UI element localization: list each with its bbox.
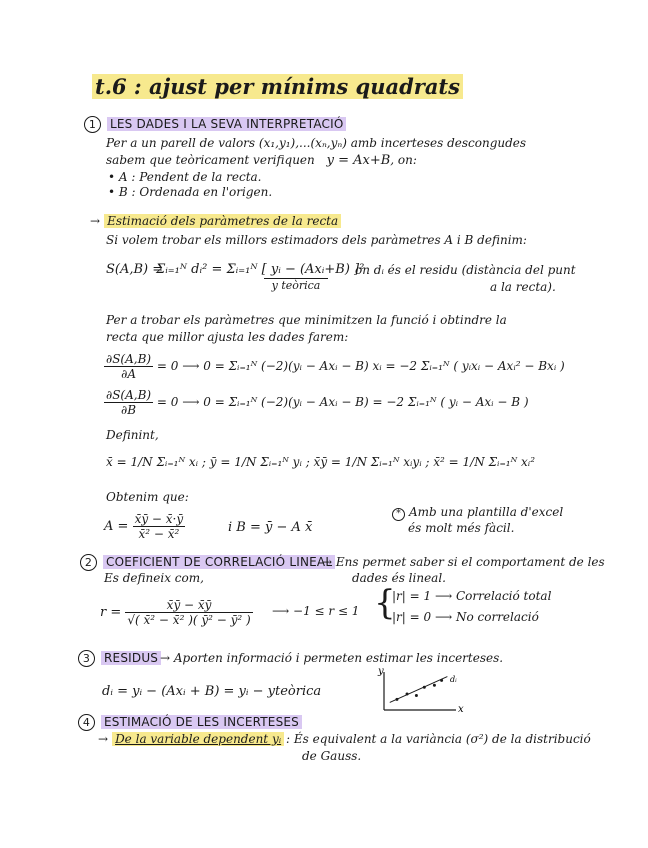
estimator-a (104, 512, 185, 541)
page-title-text: t.6 : ajust per mínims quadrats (92, 74, 463, 99)
s-function-rhs: Σᵢ₌₁ᴺ dᵢ² = Σᵢ₌₁ᴺ [ yᵢ − (Axᵢ+B) ]² (156, 262, 365, 277)
section2-number: 2 (80, 554, 97, 571)
minimize-line-1: Per a trobar els paràmetres que minimitzen la funció i obtindre la (106, 313, 507, 327)
derivative-a (104, 352, 565, 381)
derivative-a-fraction (104, 352, 153, 381)
graph-point (433, 684, 436, 687)
estimation-arrow: → (90, 214, 101, 228)
graph-d-label: dᵢ (450, 675, 457, 684)
section4-text2: de Gauss. (302, 749, 362, 763)
section1-line2 (106, 153, 417, 168)
section2-title: COEFICIENT DE CORRELACIÓ LINEAL (103, 555, 335, 569)
derivative-b-equation: = 0 ⟶ 0 = Σᵢ₌₁ᴺ (−2)(yᵢ − Axᵢ − B) = −2 Σᵢ₌₁ᴺ ( yᵢ − Axᵢ − B ) (156, 395, 529, 409)
section4-sub-title: De la variable dependent yᵢ (112, 732, 284, 746)
derivative-a-denominator: ∂A (121, 367, 136, 381)
section1-title: LES DADES I LA SEVA INTERPRETACIÓ (107, 117, 346, 131)
section1-heading (84, 116, 346, 133)
s-function-underbrace (264, 278, 328, 292)
section1-line-equation: y = Ax+B (326, 153, 391, 168)
derivative-b-fraction (104, 388, 153, 417)
derivative-b-denominator: ∂B (121, 403, 137, 417)
section1-line1: Per a un parell de valors (x₁,y₁),...(xₙ,yₙ) amb incerteses descongudes (106, 136, 527, 150)
section2-arrow-text: → Ens permet saber si el comportament de les (322, 555, 605, 569)
residual-equation: dᵢ = yᵢ − (Axᵢ + B) = yᵢ − yteòrica (102, 684, 322, 699)
residual-note-2: a la recta). (490, 280, 556, 294)
excel-note-line2: és molt més fàcil. (408, 521, 515, 535)
graph-point (440, 679, 443, 682)
s-function-lhs: S(A,B) = (106, 262, 164, 277)
correlation-lhs: r = (100, 605, 122, 620)
estimator-a-fraction (133, 512, 186, 541)
bullet-b: • B : Ordenada en l'origen. (108, 185, 273, 199)
bullet-a: • A : Pendent de la recta. (108, 170, 262, 184)
derivative-a-numerator: ∂S(A,B) (106, 352, 152, 366)
excel-note (392, 505, 563, 521)
graph-fit-line (390, 677, 448, 703)
theoretical-y-label: y teòrica (271, 279, 321, 292)
obtenim-label: Obtenim que: (106, 490, 189, 504)
section4-title: ESTIMACIÓ DE LES INCERTESES (101, 715, 302, 729)
definint-label: Definint, (106, 428, 159, 442)
derivative-b-numerator: ∂S(A,B) (106, 388, 152, 402)
estimator-a-lhs: A = (104, 519, 129, 534)
correlation-case-none: |r| = 0 ⟶ No correlació (392, 610, 539, 624)
residual-graph (370, 666, 470, 714)
graph-point (395, 698, 398, 701)
section3-number: 3 (78, 650, 95, 667)
section3-text: → Aporten informació i permeten estimar les incerteses. (160, 651, 504, 665)
excel-note-line1: Amb una plantilla d'excel (409, 505, 564, 519)
section3-title: RESIDUS (101, 651, 161, 665)
section4-heading (78, 714, 302, 731)
graph-x-label: x (458, 704, 464, 714)
section2-defineix: Es defineix com, (104, 571, 204, 585)
correlation-fraction (125, 598, 252, 627)
section1-line2-text: sabem que teòricament verifiquen (106, 153, 315, 167)
derivative-a-equation: = 0 ⟶ 0 = Σᵢ₌₁ᴺ (−2)(yᵢ − Axᵢ − B) xᵢ = −2 Σᵢ₌₁ᴺ ( yᵢxᵢ − Axᵢ² − Bxᵢ ) (156, 359, 565, 373)
cases-brace: { (374, 583, 396, 623)
section2-line2: dades és lineal. (352, 571, 446, 585)
residual-note-1: on dᵢ és el residu (distància del punt (355, 263, 576, 277)
estimation-line: Si volem trobar els millors estimadors dels paràmetres A i B definim: (106, 233, 527, 247)
correlation-denominator: √( x̄² − x̄² )( ȳ² − ȳ² ) (127, 613, 251, 627)
estimation-heading (90, 214, 341, 228)
estimator-b: i B = ȳ − A x̄ (228, 520, 313, 535)
section2-heading (80, 554, 335, 571)
graph-y-label: y (378, 666, 384, 677)
section4-sub-arrow: → (98, 732, 109, 746)
estimator-a-numerator: x̄ȳ − x̄·ȳ (134, 512, 184, 526)
section1-line2-tail: , on: (390, 153, 417, 167)
graph-point (423, 686, 426, 689)
graph-point (406, 693, 409, 696)
star-icon: * (392, 508, 405, 521)
section3-heading (78, 650, 161, 667)
estimation-title: Estimació dels paràmetres de la recta (104, 214, 341, 228)
minimize-line-2: recta que millor ajusta les dades farem: (106, 330, 349, 344)
section4-number: 4 (78, 714, 95, 731)
section4-subheading (98, 732, 284, 746)
mean-definitions: x̄ = 1/N Σᵢ₌₁ᴺ xᵢ ; ȳ = 1/N Σᵢ₌₁ᴺ yᵢ ; x̄ȳ = 1/N Σᵢ₌₁ᴺ xᵢyᵢ ; x̄² = 1/N Σᵢ₌₁ᴺ xᵢ² (106, 455, 535, 469)
correlation-numerator: x̄ȳ − x̄ȳ (125, 598, 252, 613)
estimator-a-denominator: x̄² − x̄² (138, 527, 180, 541)
graph-point (415, 694, 418, 697)
derivative-b (104, 388, 529, 417)
correlation-range: ⟶ −1 ≤ r ≤ 1 (272, 604, 360, 618)
correlation-case-total: |r| = 1 ⟶ Correlació total (392, 589, 552, 603)
correlation-formula (100, 598, 253, 627)
section1-number: 1 (84, 116, 101, 133)
section4-text: : És equivalent a la variància (σ²) de la distribució (286, 732, 591, 746)
page-title (92, 74, 463, 99)
